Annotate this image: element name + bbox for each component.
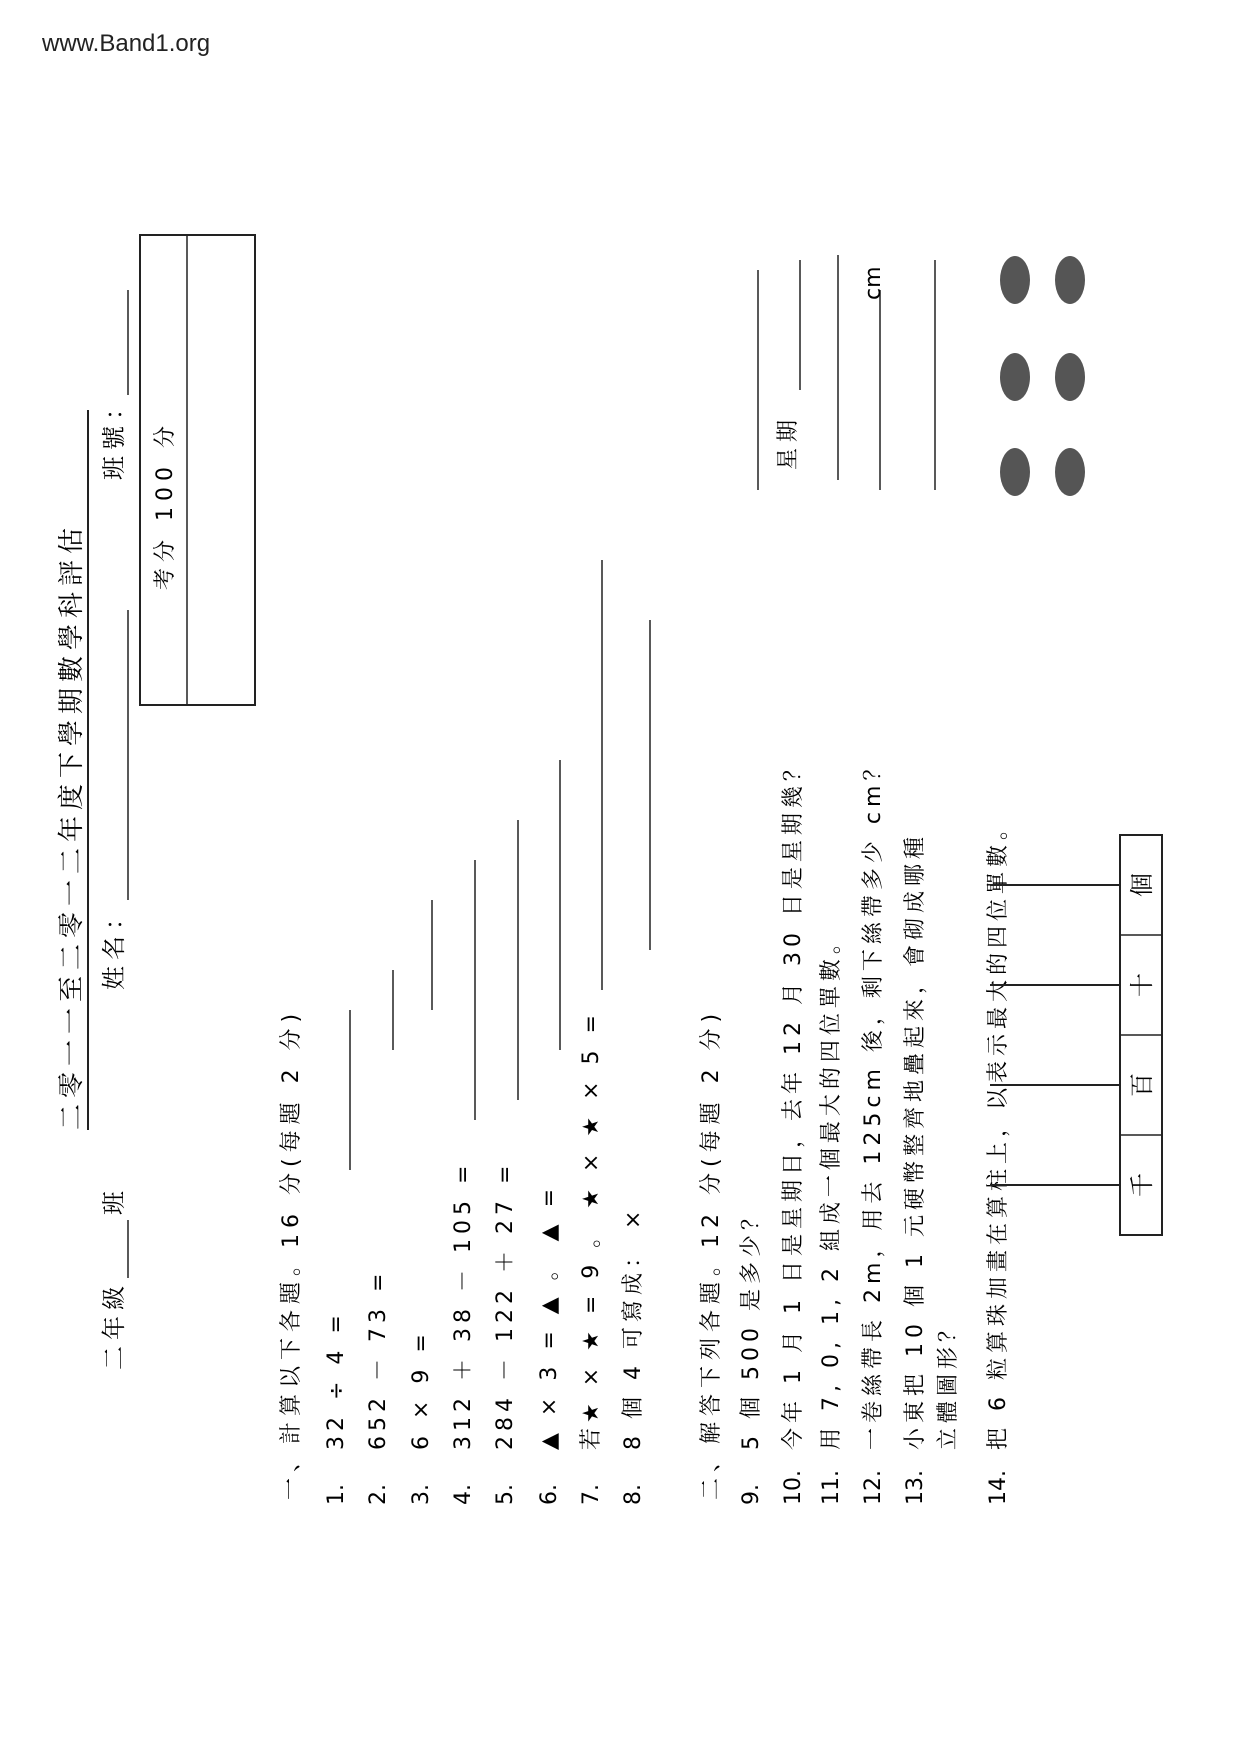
question-text: 把 6 粒算珠加畫在算柱上，以表示最大的四位單數。 xyxy=(986,813,1011,1450)
bead xyxy=(1000,353,1030,401)
abacus-label-hundreds: 百 xyxy=(1128,1073,1156,1097)
site-watermark: www.Band1.org xyxy=(42,30,211,57)
section1-heading: 一、計算以下各題。16 分(每題 2 分) xyxy=(279,1007,304,1500)
class-number-label: 班號： xyxy=(100,390,128,480)
question-number: 11. xyxy=(819,1470,844,1505)
question-number: 5. xyxy=(493,1484,518,1505)
question-text: 32 ÷ 4 = xyxy=(324,1310,349,1450)
name-label: 姓名： xyxy=(100,900,128,990)
question-text: ▲ × 3 = ▲ 。 ▲ = xyxy=(537,1183,562,1450)
question-number: 9. xyxy=(739,1484,764,1505)
question-number: 3. xyxy=(409,1484,434,1505)
question-text: 立體圖形？ xyxy=(936,1314,961,1450)
bead xyxy=(1055,448,1085,496)
question-text: 小東把 10 個 1 元硬幣整齊地疊起來，會砌成哪種 xyxy=(903,832,928,1450)
bead xyxy=(1000,256,1030,304)
question-text: 一卷絲帶長 2m，用去 125cm 後，剩下絲帶多少 cm？ xyxy=(861,753,886,1450)
question-number: 7. xyxy=(579,1484,604,1505)
grade-label: 二年級 xyxy=(100,1280,128,1370)
question-number: 8. xyxy=(621,1484,646,1505)
question-number: 12. xyxy=(861,1470,886,1505)
abacus-label-tens: 十 xyxy=(1128,973,1156,997)
question-text: 312 ＋ 38 － 105 = xyxy=(451,1160,476,1450)
question-number: 6. xyxy=(537,1484,562,1505)
question-number: 14. xyxy=(986,1470,1011,1505)
bead xyxy=(1055,353,1085,401)
abacus xyxy=(990,835,1162,1235)
question-number: 13. xyxy=(903,1470,928,1505)
abacus-label-thousands: 千 xyxy=(1128,1173,1156,1197)
section2-heading: 二、解答下列各題。12 分(每題 2 分) xyxy=(699,1007,724,1500)
exam-title: 二零一一至二零一二年度下學期數學科評估 xyxy=(57,521,87,1130)
question-number: 1. xyxy=(324,1484,349,1505)
question-text: 5 個 500 是多少？ xyxy=(739,1203,764,1450)
question-text: 今年 1 月 1 日是星期日，去年 12 月 30 日是星期幾？ xyxy=(781,754,806,1450)
score-text: 考分 100 分 xyxy=(153,420,178,590)
class-label: 班 xyxy=(100,1191,128,1215)
cm-unit: cm xyxy=(861,266,886,300)
question-text: 652 － 73 = xyxy=(366,1268,391,1450)
question-number: 4. xyxy=(451,1484,476,1505)
question-text: 6 × 9 = xyxy=(409,1329,434,1450)
question-text: 若★ × ★ = 9 。 ★ × ★ × 5 = xyxy=(579,1010,604,1450)
abacus-label-ones: 個 xyxy=(1128,873,1156,897)
bead xyxy=(1000,448,1030,496)
question-number: 10. xyxy=(781,1470,806,1505)
question-text: 用 7, 0, 1, 2 組成一個最大的四位單數。 xyxy=(819,927,844,1450)
weekday-prefix: 星期 xyxy=(776,413,801,470)
question-text: 8 個 4 可寫成： × xyxy=(621,1205,646,1450)
bead xyxy=(1055,256,1085,304)
question-text: 284 － 122 ＋ 27 = xyxy=(493,1160,518,1450)
question-number: 2. xyxy=(366,1484,391,1505)
abacus-beads xyxy=(1000,256,1085,496)
